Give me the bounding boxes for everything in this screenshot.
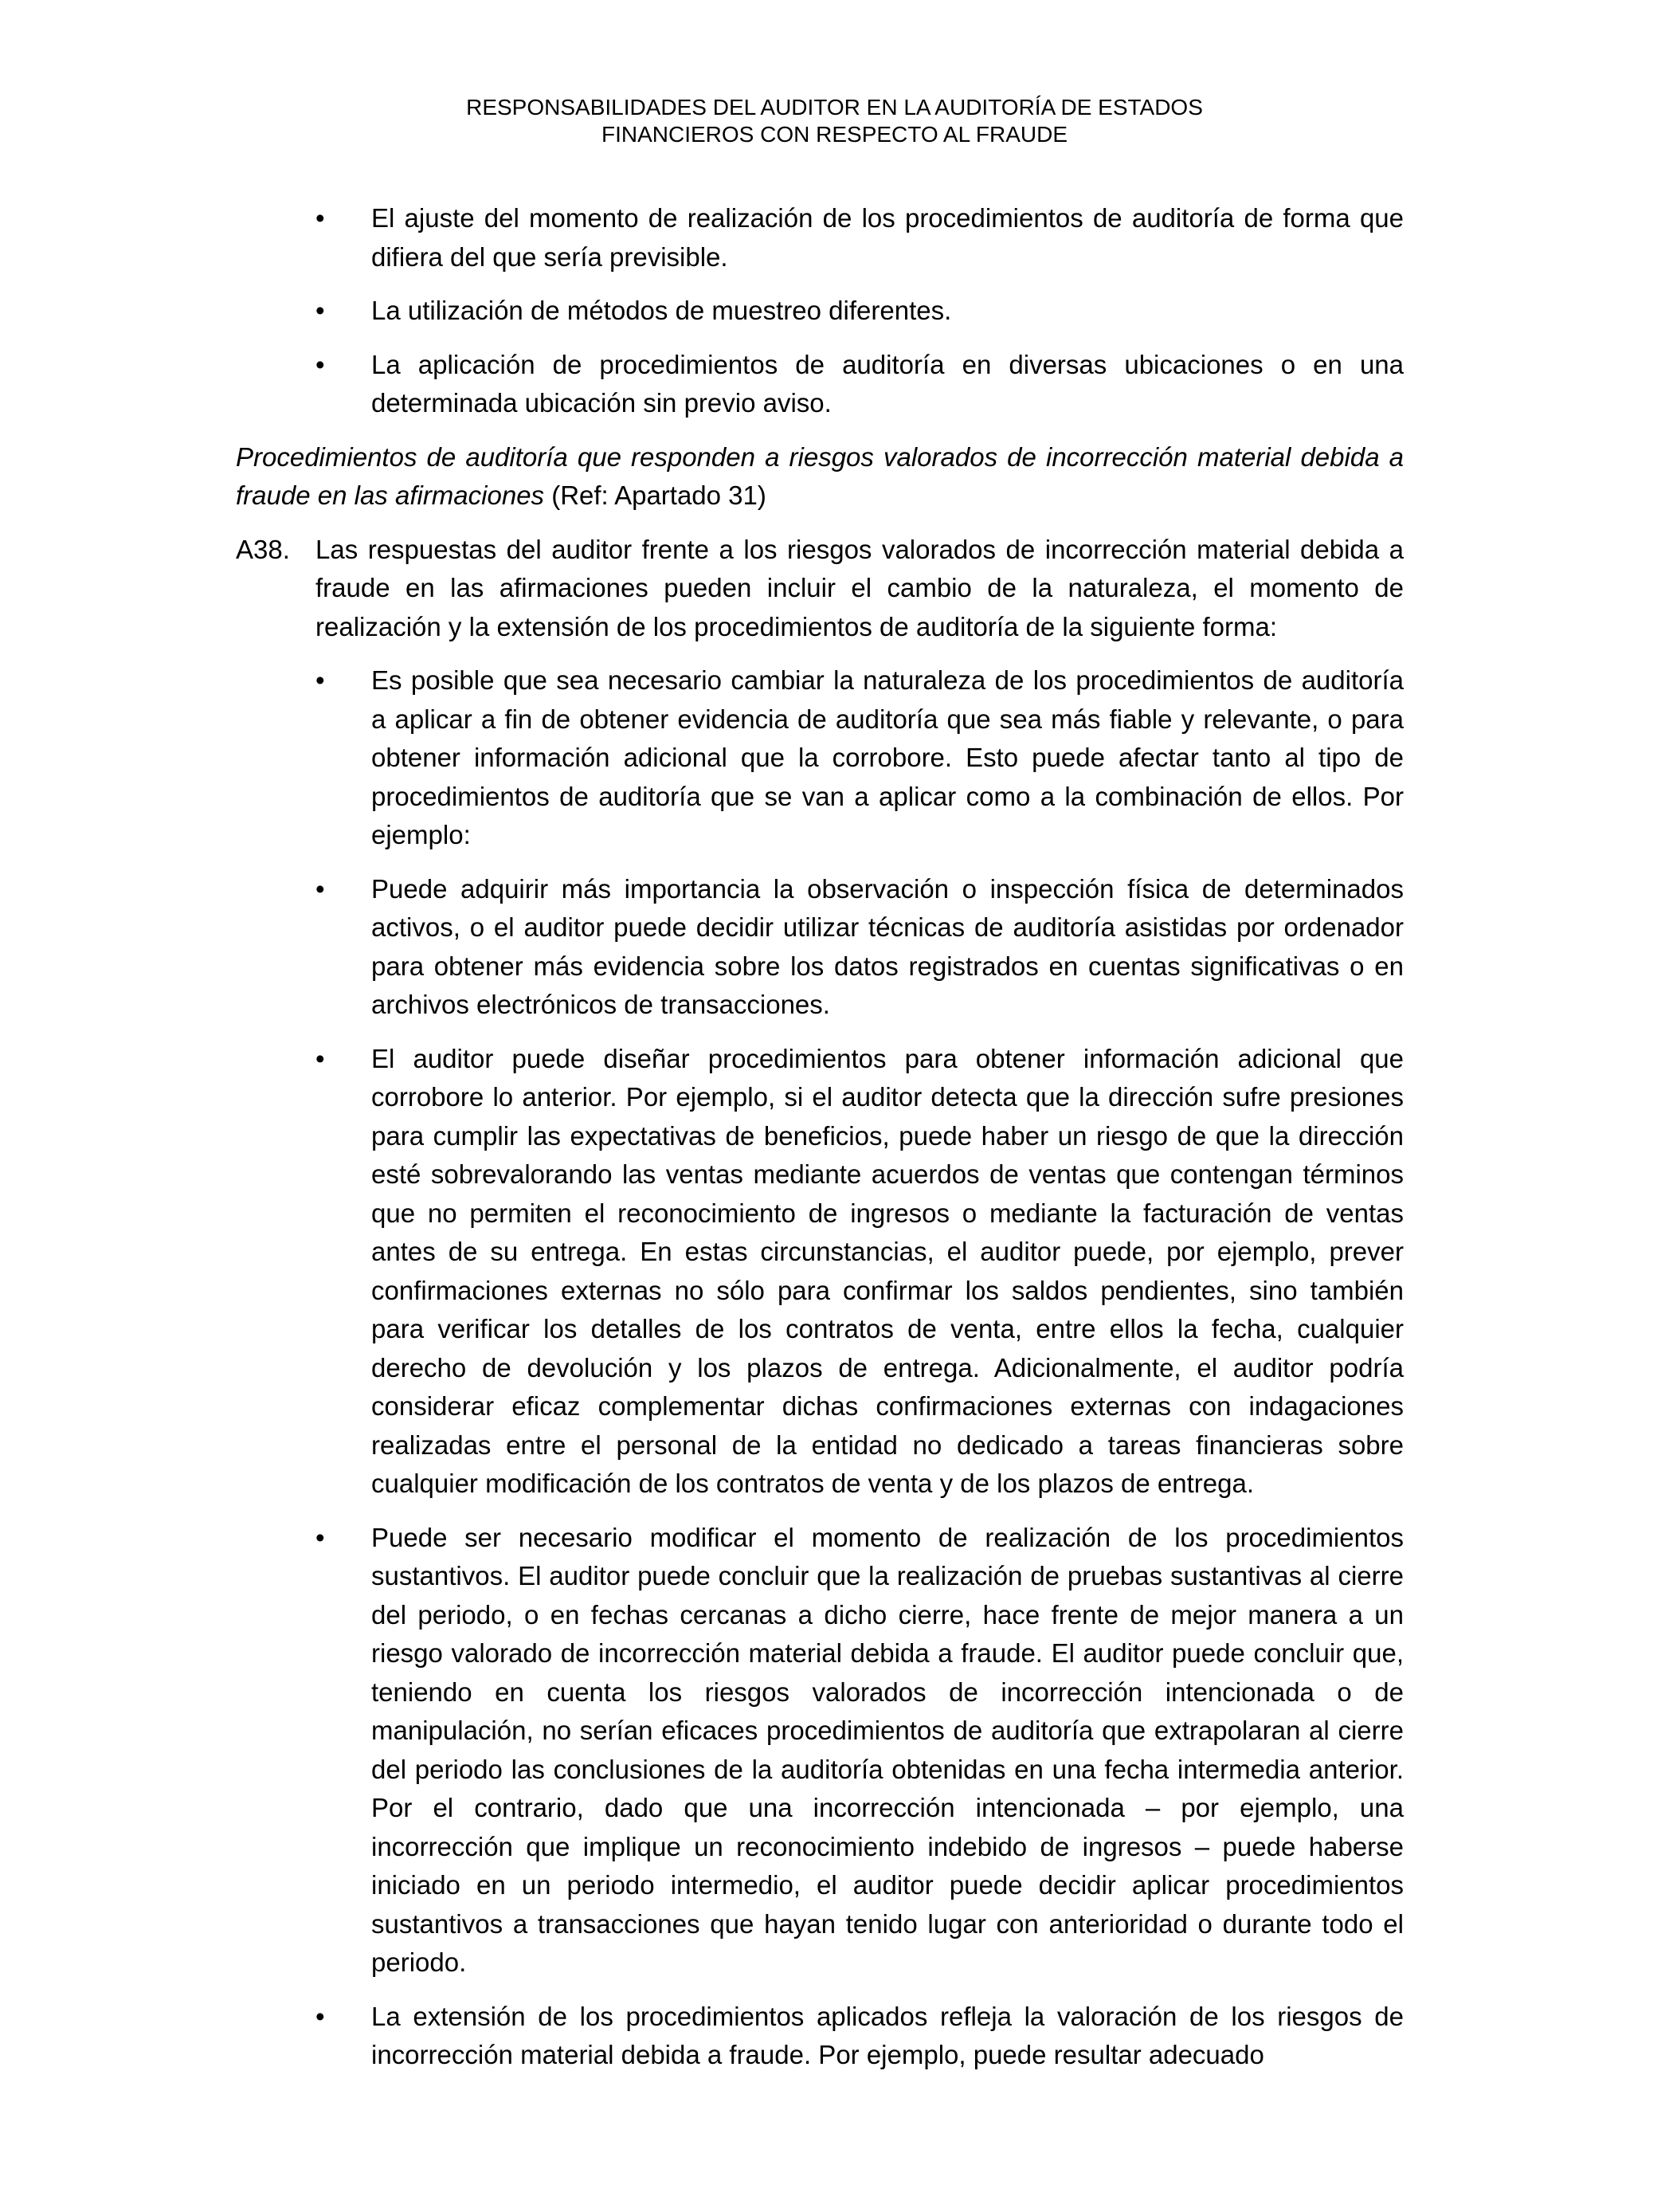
bullet-text: La aplicación de procedimientos de auditoría en diversas ubicaciones o en una determinada ubicación sin previo aviso. <box>371 349 1404 418</box>
bullet-glyph: • <box>315 203 325 233</box>
header-line-2: FINANCIEROS CON RESPECTO AL FRAUDE <box>601 122 1068 147</box>
section-subheading <box>236 438 1404 516</box>
bullet-item <box>236 199 1404 276</box>
bullet-glyph: • <box>315 1043 325 1073</box>
paragraph-number: A38. <box>236 534 290 564</box>
bullet-glyph: • <box>315 349 325 379</box>
a38-bullet-list <box>236 661 1404 2075</box>
header-line-1: RESPONSABILIDADES DEL AUDITOR EN LA AUDITORÍA DE ESTADOS <box>466 95 1203 120</box>
bullet-glyph: • <box>315 665 325 695</box>
bullet-glyph: • <box>315 2001 325 2031</box>
bullet-text: El auditor puede diseñar procedimientos para obtener información adicional que corrobore lo anterior. Por ejemplo, si el auditor detecta que la dirección sufre presiones para cumplir las expectativas de beneficios, puede haber un riesgo de que la dirección esté sobrevalorando las ventas mediante acuerdos de ventas que contengan términos que no permiten el reconocimiento de ingresos o mediante la facturación de ventas antes de su entrega. En estas circunstancias, el auditor puede, por ejemplo, prever confirmaciones externas no sólo para confirmar los saldos pendientes, sino también para verificar los detalles de los contratos de venta, entre ellos la fecha, cualquier derecho de devolución y los plazos de entrega. Adicionalmente, el auditor podría considerar eficaz complementar dichas confirmaciones externas con indagaciones realizadas entre el personal de la entidad no dedicado a tareas financieras sobre cualquier modificación de los contratos de venta y de los plazos de entrega. <box>371 1043 1404 1498</box>
page-header <box>0 94 1669 148</box>
bullet-item <box>236 661 1404 855</box>
bullet-item <box>236 870 1404 1025</box>
bullet-item <box>236 292 1404 331</box>
bullet-text: La extensión de los procedimientos aplicados refleja la valoración de los riesgos de incorrección material debida a fraude. Por ejemplo, puede resultar adecuado <box>371 2001 1404 2069</box>
bullet-item <box>236 1040 1404 1504</box>
document-body <box>236 199 1404 2090</box>
subheading-reference: (Ref: Apartado 31) <box>544 480 766 510</box>
bullet-item <box>236 346 1404 423</box>
bullet-text: Puede adquirir más importancia la observación o inspección física de determinados activos, o el auditor puede decidir utilizar técnicas de auditoría asistidas por ordenador para obtener más evidencia sobre los datos registrados en cuentas significativas o en archivos electrónicos de transacciones. <box>371 873 1404 1019</box>
bullet-text: Es posible que sea necesario cambiar la naturaleza de los procedimientos de auditoría a aplicar a fin de obtener evidencia de auditoría que sea más fiable y relevante, o para obtener información adicional que la corrobore. Esto puede afectar tanto al tipo de procedimientos de auditoría que se van a aplicar como a la combinación de ellos. Por ejemplo: <box>371 665 1404 849</box>
top-bullet-list <box>236 199 1404 423</box>
bullet-item <box>236 1519 1404 1983</box>
bullet-glyph: • <box>315 873 325 904</box>
bullet-item <box>236 1998 1404 2075</box>
paragraph-a38 <box>236 531 1404 647</box>
bullet-text: Puede ser necesario modificar el momento de realización de los procedimientos sustantivos. El auditor puede concluir que la realización de pruebas sustantivas al cierre del periodo, o en fechas cercanas a dicho cierre, hace frente de mejor manera a un riesgo valorado de incorrección material debida a fraude. El auditor puede concluir que, teniendo en cuenta los riesgos valorados de incorrección intencionada o de manipulación, no serían eficaces procedimientos de auditoría que extrapolaran al cierre del periodo las conclusiones de la auditoría obtenidas en una fecha intermedia anterior. Por el contrario, dado que una incorrección intencionada – por ejemplo, una incorrección que implique un reconocimiento indebido de ingresos – puede haberse iniciado en un periodo intermedio, el auditor puede decidir aplicar procedimientos sustantivos a transacciones que hayan tenido lugar con anterioridad o durante todo el periodo. <box>371 1522 1404 1977</box>
paragraph-text: Las respuestas del auditor frente a los riesgos valorados de incorrección material debida a fraude en las afirmaciones pueden incluir el cambio de la naturaleza, el momento de realización y la extensión de los procedimientos de auditoría de la siguiente forma: <box>315 534 1404 641</box>
bullet-glyph: • <box>315 1522 325 1552</box>
bullet-text: La utilización de métodos de muestreo diferentes. <box>371 296 952 325</box>
bullet-text: El ajuste del momento de realización de los procedimientos de auditoría de forma que difiera del que sería previsible. <box>371 203 1404 272</box>
bullet-glyph: • <box>315 296 325 325</box>
subheading-italic: Procedimientos de auditoría que responden a riesgos valorados de incorrección material debida a fraude en las afirmaciones <box>236 441 1404 510</box>
